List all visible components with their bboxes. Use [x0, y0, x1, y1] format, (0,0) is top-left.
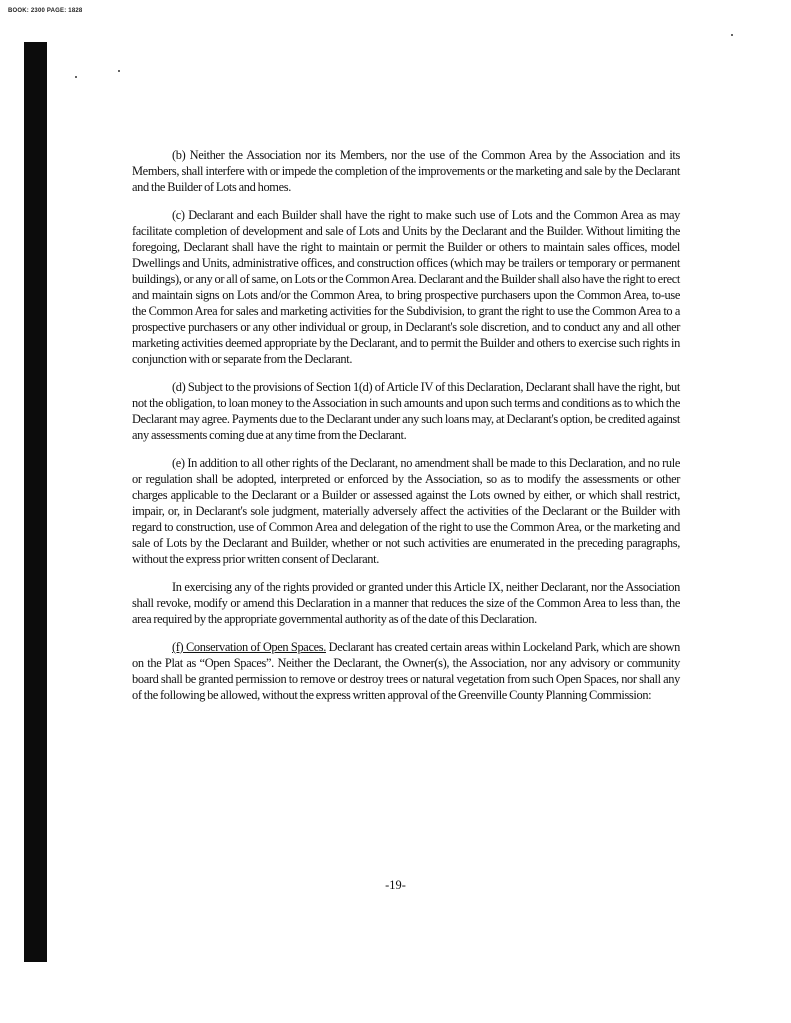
paragraph-f-text: Declarant has created certain areas within Lockeland Park, which are shown on the Plat as “Open Spaces”. Neither the Declarant, the Owner(s), the Association, nor any advisory or community board shall be granted permission to remove or destroy trees or natural vegetation from such Open Spaces, nor shall any of the following be allowed, without the express written approval of the Greenville County Planning Commission:: [132, 640, 680, 702]
section-heading-open-spaces: (f) Conservation of Open Spaces.: [172, 640, 326, 654]
scan-speck: [731, 34, 733, 36]
paragraph-e: (e) In addition to all other rights of the Declarant, no amendment shall be made to this Declaration, and no rule or regulation shall be adopted, interpreted or enforced by the Association, so as to modify the assessments or other charges applicable to the Declarant or a Builder or assessed against the Lots owned by either, or which shall restrict, impair, or, in Declarant's sole judgment, materially adversely affect the activities of the Declarant or the Builder with regard to construction, use of Common Area and delegation of the right to use the Common Area, or the marketing and sale of Lots by the Declarant and Builder, whether or not such activities are enumerated in the preceding paragraphs, without the express prior written consent of Declarant.: [132, 456, 680, 566]
paragraph-c: (c) Declarant and each Builder shall have the right to make such use of Lots and the Common Area as may facilitate completion of development and sale of Lots and Units by the Declarant and the Builder. Without limiting the foregoing, Declarant shall have the right to maintain or permit the Builder or others to maintain sales offices, model Dwellings and Units, administrative offices, and construction offices (which may be trailers or temporary or permanent buildings), or any or all of same, on Lots or the Common Area. Declarant and the Builder shall also have the right to erect and maintain signs on Lots and/or the Common Area, to bring prospective purchasers upon the Common Area, to-use the Common Area for sales and marketing activities for the Subdivision, to grant the right to use the Common Area to a prospective purchasers or any other individual or group, in Declarant's sole discretion, and to conduct any and all other marketing activities deemed appropriate by the Declarant, and to permit the Builder and others to exercise such rights in conjunction with or separate from the Declarant.: [132, 208, 680, 366]
book-page-stamp: BOOK: 2300 PAGE: 1828: [8, 8, 83, 14]
page-number: -19-: [385, 878, 406, 892]
scan-speck: [75, 76, 77, 78]
scan-edge-bar: [24, 42, 47, 962]
paragraph-b: (b) Neither the Association nor its Members, nor the use of the Common Area by the Association and its Members, shall interfere with or impede the completion of the improvements or the marketing and sale by the Declarant and the Builder of Lots and homes.: [132, 148, 680, 194]
paragraph-f: [132, 639, 680, 703]
paragraph-d: (d) Subject to the provisions of Section 1(d) of Article IV of this Declaration, Declarant shall have the right, but not the obligation, to loan money to the Association in such amounts and upon such terms and conditions as to which the Declarant may agree. Payments due to the Declarant under any such loans may, at Declarant's option, be credited against any assessments coming due at any time from the Declarant.: [132, 380, 680, 442]
document-body: [132, 147, 680, 715]
scan-speck: [118, 70, 120, 72]
paragraph-exercising-rights: In exercising any of the rights provided or granted under this Article IX, neither Declarant, nor the Association shall revoke, modify or amend this Declaration in a manner that reduces the size of the Common Area to less than, the area required by the appropriate governmental authority as of the date of this Declaration.: [132, 580, 680, 626]
